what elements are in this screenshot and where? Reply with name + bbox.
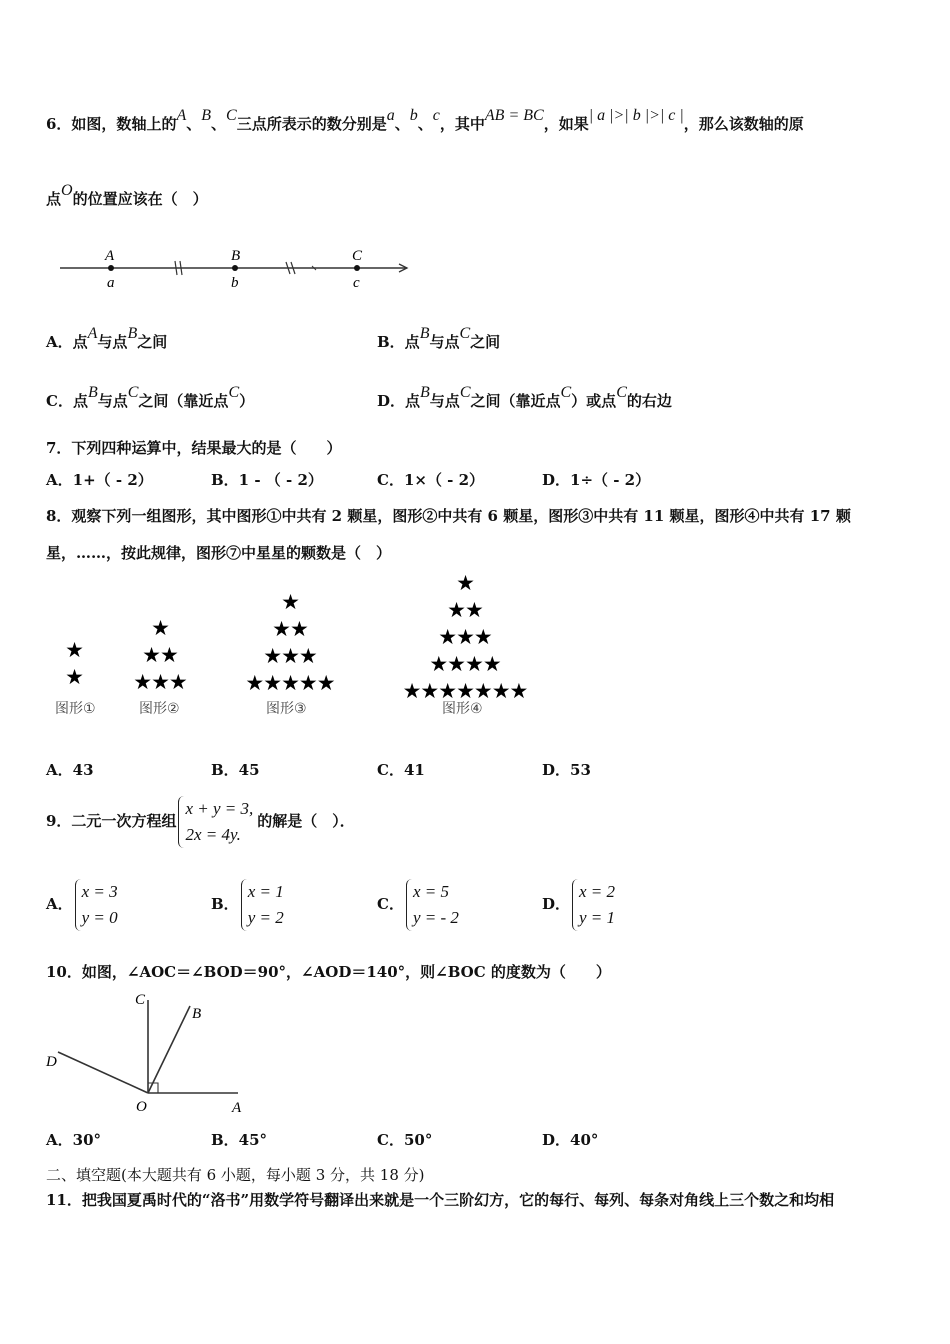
point-b-dot [232, 265, 238, 271]
q6-option-b[interactable]: B．点B与点C之间 [377, 325, 501, 351]
star-figure-2: ★ ★★ ★★★ [133, 616, 187, 694]
q10-option-d[interactable]: D．40° [542, 1131, 599, 1149]
label-o: O [136, 1099, 147, 1115]
q10-option-c[interactable]: C．50° [377, 1131, 433, 1149]
q9-stem: 9．二元一次方程组 x + y = 3, 2x = 4y. 的解是（ ）． [46, 793, 355, 849]
q10-option-a[interactable]: A．30° [46, 1131, 102, 1149]
q8-line1: 8．观察下列一组图形，其中图形①中共有 2 颗星，图形②中共有 6 颗星，图形③中共有 11 颗星，图形④中共有 17 颗 [46, 507, 851, 525]
q8-option-c[interactable]: C．41 [377, 761, 425, 779]
label-point-c: C [352, 248, 363, 264]
q7-option-c[interactable]: C．1×（ - 2） [377, 471, 485, 489]
label-point-b: B [231, 248, 241, 264]
q10-option-b[interactable]: B．45° [211, 1131, 268, 1149]
q6-option-d[interactable]: D．点B与点C之间（靠近点C）或点C的右边 [377, 384, 672, 410]
q6-option-a[interactable]: A．点A与点B之间 [46, 325, 168, 351]
q6-line2: 点O的位置应该在（ ） [46, 182, 208, 208]
star-caption-4: 图形④ [442, 701, 483, 717]
q9-option-a[interactable]: A． x = 3 y = 0 [46, 876, 122, 932]
q11-stem: 11．把我国夏禹时代的“洛书”用数学符号翻译出来就是一个三阶幻方，它的每行、每列、每条对角线上三个数之和均相 [46, 1191, 835, 1209]
label-value-a: a [107, 275, 115, 291]
q8-option-d[interactable]: D．53 [542, 761, 591, 779]
q9-equation-system: x + y = 3, 2x = 4y. [178, 796, 253, 848]
q7-option-a[interactable]: A．1+（ - 2） [46, 471, 153, 489]
star-figure-4: ★ ★★ ★★★ ★★★★ ★★★★★★★ [402, 571, 528, 703]
label-value-b: b [231, 275, 239, 291]
label-b: B [192, 1006, 202, 1022]
q6-option-c[interactable]: C．点B与点C之间（靠近点C） [46, 384, 255, 410]
q10-stem: 10．如图，∠AOC＝∠BOD＝90°，∠AOD＝140°，则∠BOC 的度数为（ ） [46, 963, 611, 981]
label-c: C [135, 992, 146, 1008]
section-2-heading: 二、填空题(本大题共有 6 小题，每小题 3 分，共 18 分) [46, 1166, 425, 1184]
point-a-dot [108, 265, 114, 271]
star-figure-1: ★ ★ [65, 638, 83, 689]
label-a: A [232, 1100, 242, 1116]
point-c-dot [354, 265, 360, 271]
q9-option-c[interactable]: C． x = 5 y = - 2 [377, 876, 463, 932]
star-caption-1: 图形① [55, 701, 96, 717]
q7-option-d[interactable]: D．1÷（ - 2） [542, 471, 651, 489]
q6-line1: 6．如图，数轴上的A、B、C三点所表示的数分别是a、b、c，其中AB = BC，如果| a |>| b |>| c |，那么该数轴的原 [46, 107, 804, 133]
label-value-c: c [353, 275, 360, 291]
q8-line2: 星，……，按此规律，图形⑦中星星的颗数是（ ） [46, 544, 392, 562]
star-figure-3: ★ ★★ ★★★ ★★★★★ [245, 590, 335, 695]
q7-stem: 7．下列四种运算中，结果最大的是（ ） [46, 439, 342, 457]
q7-option-b[interactable]: B．1 - （ - 2） [211, 471, 323, 489]
q8-option-b[interactable]: B．45 [211, 761, 260, 779]
label-d: D [46, 1054, 57, 1070]
star-caption-2: 图形② [139, 701, 180, 717]
q8-option-a[interactable]: A．43 [46, 761, 94, 779]
star-caption-3: 图形③ [266, 701, 307, 717]
label-point-a: A [105, 248, 115, 264]
number-line-figure [55, 240, 415, 298]
q9-option-b[interactable]: B． x = 1 y = 2 [211, 876, 288, 932]
angle-figure [40, 988, 260, 1118]
q9-option-d[interactable]: D． x = 2 y = 1 [542, 876, 619, 932]
